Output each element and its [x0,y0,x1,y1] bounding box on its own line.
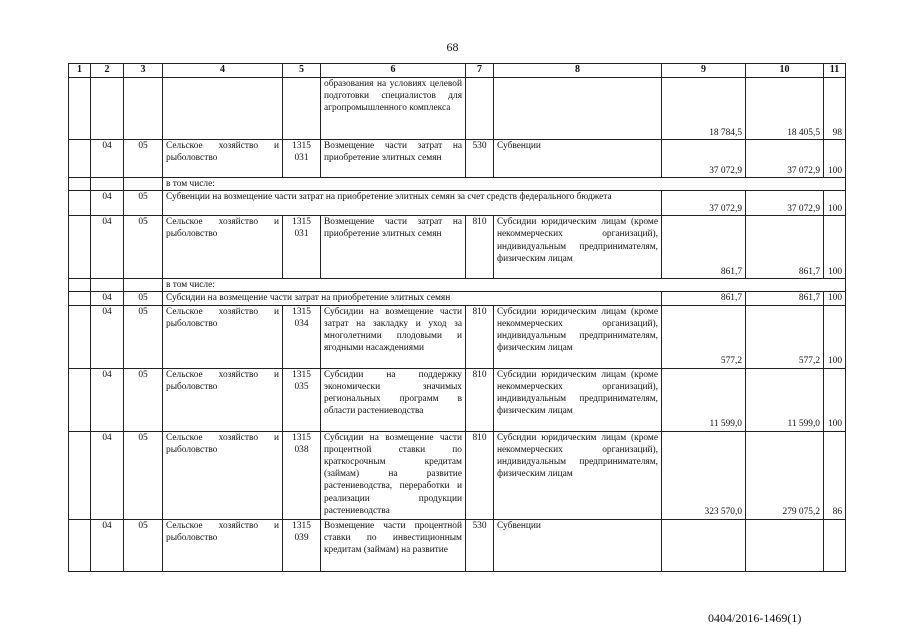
cell-subsection: 05 [124,368,163,431]
cell-group-text: Субвенции на возмещение части затрат на приобретение элитных семян за счет средств федерального бюджета [163,191,662,216]
cell-section: 04 [91,519,124,571]
cell-percent: 100 [824,305,846,368]
col-header: 9 [662,64,746,78]
cell-article: 1315 031 [283,216,321,279]
cell-article: 1315 039 [283,519,321,571]
header-row [69,64,846,78]
cell-name: Субсидии на возмещение части процентной ставки по краткосрочным кредитам (займам) на развитие растениеводства, переработки и реализации продукции растениеводства [321,431,466,519]
cell-type-name: Субсидии юридическим лицам (кроме некоммерческих организаций), индивидуальным предпринимателям, физическим лицам [494,305,662,368]
table-row [69,431,846,519]
cell-section: 04 [91,305,124,368]
cell-name: Возмещение части затрат на приобретение элитных семян [321,216,466,279]
cell-section-name: Сельское хозяйство и рыболовство [163,519,283,571]
table-row [69,519,846,571]
cell-section: 04 [91,368,124,431]
cell-fact: 37 072,9 [746,191,824,216]
cell-subsection: 05 [124,191,163,216]
cell-subsection: 05 [124,431,163,519]
cell-section-name: Сельское хозяйство и рыболовство [163,431,283,519]
cell-plan: 323 570,0 [662,431,746,519]
cell-plan: 18 784,5 [662,78,746,140]
cell-percent: 98 [824,78,846,140]
col-header: 3 [124,64,163,78]
cell-section-name: Сельское хозяйство и рыболовство [163,140,283,178]
cell-subsection: 05 [124,305,163,368]
cell-type-name: Субсидии юридическим лицам (кроме некоммерческих организаций), индивидуальным предпринимателям, физическим лицам [494,216,662,279]
table-row [69,292,846,305]
cell-subsection: 05 [124,519,163,571]
col-header: 2 [91,64,124,78]
cell-type-code: 810 [466,431,494,519]
cell-type-code: 810 [466,216,494,279]
col-header: 10 [746,64,824,78]
cell-type-name: Субвенции [494,140,662,178]
col-header: 11 [824,64,846,78]
cell-type-code: 810 [466,368,494,431]
cell-section-name: Сельское хозяйство и рыболовство [163,216,283,279]
table-row [69,305,846,368]
col-header: 5 [283,64,321,78]
cell-fact: 861,7 [746,292,824,305]
cell-type-code: 530 [466,140,494,178]
cell-percent [824,519,846,571]
cell-subheading: в том числе: [163,279,846,292]
cell-name: образования на условиях целевой подготовки специалистов для агропромышленного комплекса [321,78,466,140]
table-row [69,78,846,140]
cell-name: Субсидии на поддержку экономически значимых региональных программ в области растениеводства [321,368,466,431]
cell-name: Субсидии на возмещение части затрат на закладку и уход за многолетними плодовыми и ягодными насаждениями [321,305,466,368]
table-row [69,216,846,279]
col-header: 4 [163,64,283,78]
cell-type-name: Субсидии юридическим лицам (кроме некоммерческих организаций), индивидуальным предпринимателям, физическим лицам [494,368,662,431]
cell-type-code: 530 [466,519,494,571]
cell-article: 1315 034 [283,305,321,368]
table-row [69,279,846,292]
cell-percent: 100 [824,216,846,279]
table-row [69,178,846,191]
cell-plan: 861,7 [662,292,746,305]
cell-type-code: 810 [466,305,494,368]
cell-section: 04 [91,191,124,216]
col-header: 7 [466,64,494,78]
cell-name: Возмещение части затрат на приобретение элитных семян [321,140,466,178]
cell-section: 04 [91,431,124,519]
table-row [69,140,846,178]
page-number: 68 [446,40,459,54]
cell-fact: 861,7 [746,216,824,279]
table-row [69,191,846,216]
cell-fact: 577,2 [746,305,824,368]
cell-subheading: в том числе: [163,178,846,191]
cell-subsection: 05 [124,140,163,178]
cell-percent: 100 [824,191,846,216]
cell-percent: 100 [824,368,846,431]
cell-type-name: Субсидии юридическим лицам (кроме некоммерческих организаций), индивидуальным предпринимателям, физическим лицам [494,431,662,519]
cell-plan: 861,7 [662,216,746,279]
cell-section: 04 [91,216,124,279]
cell-article: 1315 038 [283,431,321,519]
cell-section-name: Сельское хозяйство и рыболовство [163,368,283,431]
document-code: 0404/2016-1469(1) [708,611,802,625]
cell-type-name: Субвенции [494,519,662,571]
cell-plan: 37 072,9 [662,140,746,178]
cell-fact: 279 075,2 [746,431,824,519]
cell-fact: 37 072,9 [746,140,824,178]
cell-section-name: Сельское хозяйство и рыболовство [163,305,283,368]
cell-section: 04 [91,140,124,178]
table-row [69,368,846,431]
cell-plan: 577,2 [662,305,746,368]
cell-fact: 11 599,0 [746,368,824,431]
col-header: 8 [494,64,662,78]
col-header: 1 [69,64,91,78]
cell-name: Возмещение части процентной ставки по инвестиционным кредитам (займам) на развитие [321,519,466,571]
cell-article: 1315 031 [283,140,321,178]
cell-fact: 18 405,5 [746,78,824,140]
cell-subsection: 05 [124,216,163,279]
cell-percent: 100 [824,292,846,305]
cell-plan [662,519,746,571]
cell-section: 04 [91,292,124,305]
cell-percent: 100 [824,140,846,178]
cell-percent: 86 [824,431,846,519]
cell-plan: 37 072,9 [662,191,746,216]
cell-plan: 11 599,0 [662,368,746,431]
col-header: 6 [321,64,466,78]
cell-fact [746,519,824,571]
cell-subsection: 05 [124,292,163,305]
budget-table [68,63,846,572]
cell-article: 1315 035 [283,368,321,431]
cell-group-text: Субсидии на возмещение части затрат на приобретение элитных семян [163,292,662,305]
